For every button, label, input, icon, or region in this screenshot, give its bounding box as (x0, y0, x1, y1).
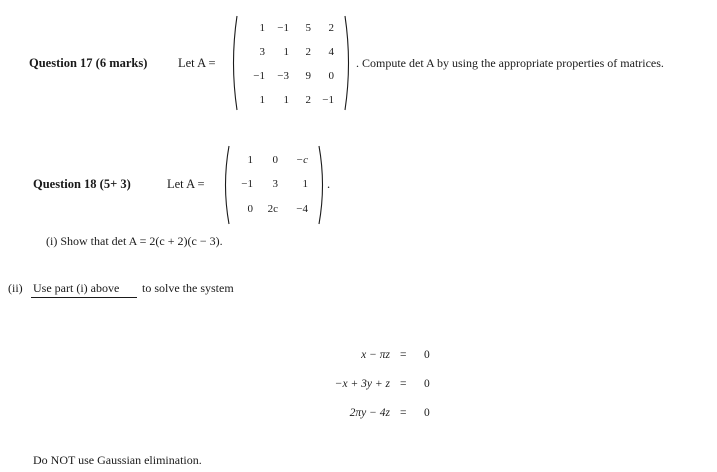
equation-rhs: 0 (424, 407, 430, 419)
q17-cell: 1 (283, 94, 289, 106)
q18-cell: 1 (302, 178, 308, 190)
equation-lhs: −x + 3y + z (334, 378, 390, 390)
equation-lhs: 2πy − 4z (349, 407, 390, 419)
q18-part-ii-label: (ii) (8, 281, 23, 295)
equation-op: = (400, 407, 407, 419)
q17-cell: 1 (259, 22, 265, 34)
q17-cell: 2 (328, 22, 334, 34)
q18-period: . (327, 177, 331, 191)
q17-cell: 9 (305, 70, 311, 82)
q18-cell: 2c (267, 203, 278, 215)
left-paren-icon (229, 15, 239, 111)
q17-cell: 3 (259, 46, 265, 58)
q17-cell: 5 (305, 22, 311, 34)
left-paren-icon (221, 145, 231, 225)
q17-cell: 2 (305, 94, 311, 106)
q17-cell: 1 (259, 94, 265, 106)
q17-cell: −3 (277, 70, 289, 82)
q18-cell: −1 (241, 178, 253, 190)
q17-instruction: . Compute det A by using the appropriate properties of matrices. (356, 56, 664, 70)
q18-cell: −4 (296, 203, 308, 215)
q18-cell: 0 (272, 154, 278, 166)
q17-cell: 2 (305, 46, 311, 58)
q18-part-ii-underlined: Use part (i) above (33, 281, 120, 295)
right-paren-icon (317, 145, 327, 225)
equation-rhs: 0 (424, 349, 430, 361)
q18-part-ii-rest: to solve the system (142, 281, 234, 295)
q17-cell: −1 (253, 70, 265, 82)
q18-matrix (221, 145, 327, 225)
q18-cell: 3 (272, 178, 278, 190)
equation-lhs: x − πz (361, 349, 390, 361)
q18-cell: −c (295, 154, 308, 166)
q17-cell: 1 (283, 46, 289, 58)
underline-mark (31, 297, 137, 298)
q17-cell: 4 (328, 46, 334, 58)
equation-system (300, 345, 450, 429)
q18-cell: 0 (247, 203, 253, 215)
right-paren-icon (343, 15, 353, 111)
q18-note: Do NOT use Gaussian elimination. (33, 453, 202, 467)
equation-rhs: 0 (424, 378, 430, 390)
q17-let-text: Let A = (178, 56, 216, 70)
q17-matrix (229, 15, 353, 111)
q18-part-i: (i) Show that det A = 2(c + 2)(c − 3). (46, 234, 223, 248)
q17-cell: 0 (328, 70, 334, 82)
q17-cell: −1 (277, 22, 289, 34)
q17-label: Question 17 (6 marks) (29, 56, 148, 70)
q18-let-text: Let A = (167, 177, 205, 191)
q17-cell: −1 (322, 94, 334, 106)
equation-op: = (400, 349, 407, 361)
q18-label: Question 18 (5+ 3) (33, 177, 131, 191)
equation-op: = (400, 378, 407, 390)
q18-cell: 1 (247, 154, 253, 166)
